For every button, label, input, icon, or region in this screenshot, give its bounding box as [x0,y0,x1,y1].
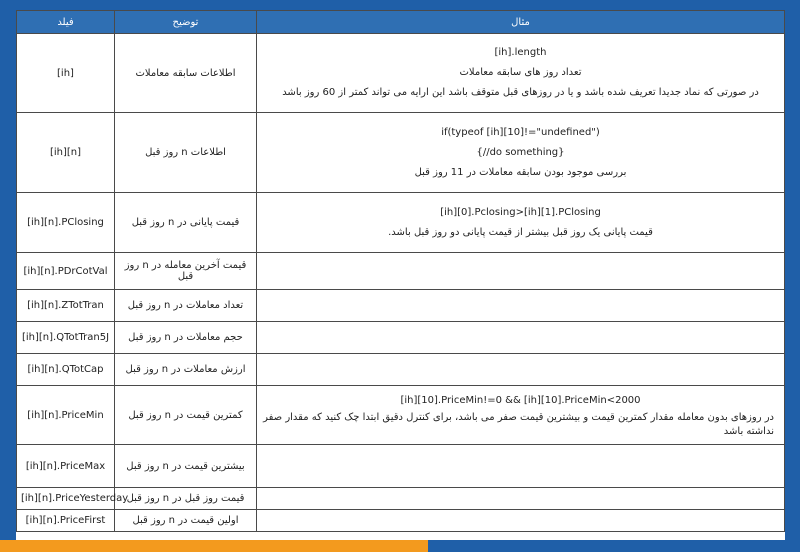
table-row [17,193,785,253]
example-note-line: تعداد روز های سابقه معاملات [459,67,582,78]
field-cell: [ih][n].PriceYesterday [17,488,115,510]
description-cell: اولین قیمت در n روز قبل [115,510,257,532]
reference-table-sheet [16,10,785,540]
table-row [17,488,785,510]
table-row [17,354,785,386]
example-code-line: {//do something} [476,146,565,158]
header-field: فیلد [17,11,115,34]
example-cell [257,193,785,253]
example-note-line: بررسی موجود بودن سابقه معاملات در 11 روز قبل [414,166,627,178]
example-cell [257,322,785,354]
example-cell [257,510,785,532]
footer-bar [0,540,800,552]
example-cell [257,290,785,322]
example-code-line: [ih][10].PriceMin!=0 && [ih][10].PriceMin<2000 [400,395,641,406]
description-cell: تعداد معاملات در n روز قبل [115,290,257,322]
table-header-row [17,11,785,34]
description-cell: قیمت روز قبل در n روز قبل [115,488,257,510]
table-row [17,445,785,488]
example-code-line: [ih][0].Pclosing>[ih][1].PClosing [440,206,601,218]
table-row [17,322,785,354]
description-cell: قیمت آخرین معامله در n روز قبل [115,253,257,290]
table-row [17,34,785,113]
example-cell [257,488,785,510]
header-description: توضیح [115,11,257,34]
description-cell: اطلاعات سابقه معاملات [115,34,257,113]
table-row [17,113,785,193]
description-cell: قیمت پایانی در n روز قبل [115,193,257,253]
table-row [17,510,785,532]
example-code-line: if(typeof [ih][10]!="undefined") [441,126,600,138]
field-cell: [ih][n].PriceMin [17,386,115,445]
description-cell: اطلاعات n روز قبل [115,113,257,193]
field-cell: [ih][n].ZTotTran [17,290,115,322]
field-cell: [ih][n].PriceFirst [17,510,115,532]
table-row [17,290,785,322]
field-cell: [ih][n].QTotTran5J [17,322,115,354]
example-note-line: در صورتی که نماد جدیدا تعریف شده باشد و یا در روزهای قبل متوقف باشد این ارایه می تواند کمتر از 60 روز باشد [282,87,759,98]
header-example: مثال [257,11,785,34]
footer-accent-stripe [0,540,428,552]
field-reference-table [16,10,785,532]
example-cell [257,113,785,193]
field-cell: [ih][n].PDrCotVal [17,253,115,290]
example-cell [257,354,785,386]
field-cell: [ih] [17,34,115,113]
field-cell: [ih][n] [17,113,115,193]
example-note-line: در روزهای بدون معامله مقدار کمترین قیمت و بیشترین قیمت صفر می باشد، برای کنترل دقیق ابتدا چک کنید که مقدار صفر نداشته باشد [263,412,774,437]
example-cell [257,253,785,290]
field-cell: [ih][n].PriceMax [17,445,115,488]
example-code-line: [ih].length [494,47,547,58]
example-cell [257,34,785,113]
field-cell: [ih][n].QTotCap [17,354,115,386]
description-cell: بیشترین قیمت در n روز قبل [115,445,257,488]
description-cell: کمترین قیمت در n روز قبل [115,386,257,445]
example-note-line: قیمت پایانی یک روز قبل بیشتر از قیمت پایانی دو روز قبل باشد. [388,226,653,238]
table-row [17,253,785,290]
example-cell [257,445,785,488]
description-cell: حجم معاملات در n روز قبل [115,322,257,354]
field-cell: [ih][n].PClosing [17,193,115,253]
table-row [17,386,785,445]
description-cell: ارزش معاملات در n روز قبل [115,354,257,386]
example-cell [257,386,785,445]
